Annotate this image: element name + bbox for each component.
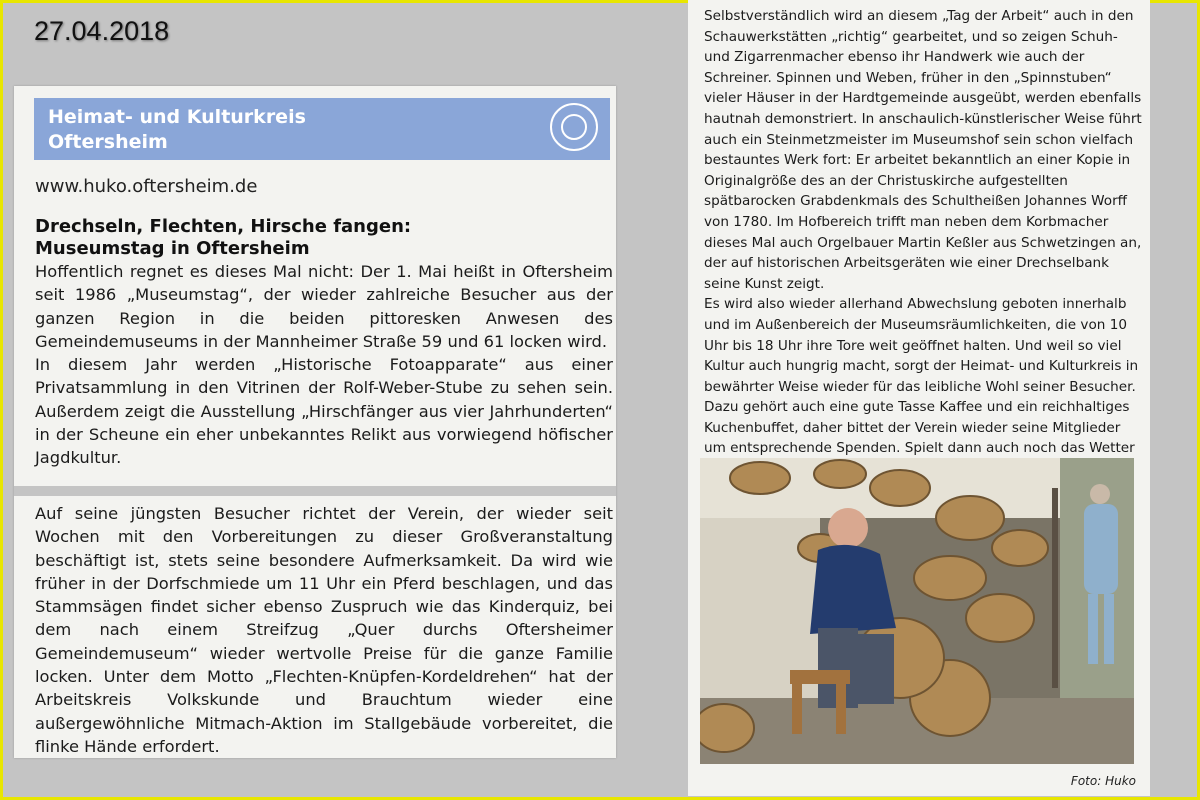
photo-caption: Foto: Huko [1070, 774, 1136, 788]
date-label: 27.04.2018 [34, 16, 170, 46]
section-banner [34, 98, 610, 160]
paragraph-5: Es wird also wieder allerhand Abwechslung geboten innerhalb und im Außenbereich der Museumsräumlichkeiten, die von 10 Uhr bis 18 Uhr ihre Tore weit geöffnet halten. Und weil so viel Kultur auch hungrig macht, sorgt der Heimat- und Kulturkreis in bewährter Weise wieder für das leibliche Wohl seiner Besucher. Dazu gehört auch eine gute Tasse Kaffee und ein reichhaltiges Kuchenbuffet, daher bittet der Verein wieder seine Mitglieder um entsprechende Spenden. Spielt dann auch noch das Wetter [704, 296, 1139, 457]
right-column-text [704, 6, 1144, 521]
paragraph-3: Auf seine jüngsten Besucher richtet der Verein, der wieder seit Wochen mit den Vorbereitungen zu dieser Großveranstaltung beschäftigt ist, stets seine besondere Aufmerksamkeit. Da wird wie früher in der Dorfschmiede um 11 Uhr ein Pferd beschlagen, und das Stammsägen findet sicher ebenso Zuspruch wie das Kinderquiz, bei dem nach einem Streifzug „Quer durchs Oftersheimer Gemeindemuseum“ wieder wertvolle Preise für die ganze Familie locken. Unter dem Motto „Flechten-Knüpfen-Kordeldrehen“ hat der Arbeitskreis Volkskunde und Brauchtum wieder eine außergewöhnliche Mitmach-Aktion im Stallgebäude vorbereitet, die flinke Hände erfordert. [35, 504, 613, 756]
paragraph-1: Hoffentlich regnet es dieses Mal nicht: Der 1. Mai heißt in Oftersheim seit 1986 „Museumstag“, der wieder zahlreiche Besucher aus der ganzen Region in die beiden pittoresken Anwesen des Gemeindemuseums in der Mannheimer Straße 59 und 61 locken wird. [35, 262, 613, 351]
banner-title-line2: Oftersheim [48, 131, 168, 153]
paragraph-2: In diesem Jahr werden „Historische Fotoapparate“ aus einer Privatsammlung in den Vitrinen der Rolf-Weber-Stube zu sehen sein. Außerdem zeigt die Ausstellung „Hirschfänger aus vier Jahrhunderten“ in der Scheune ein eher unbekanntes Relikt aus vorwiegend höfischer Jagdkultur. [35, 355, 613, 468]
left-column-top [35, 260, 613, 470]
banner-title-line1: Heimat- und Kulturkreis [48, 106, 306, 128]
right-clipping [688, 0, 1150, 796]
headline-line2: Museumstag in Oftersheim [35, 238, 310, 259]
headline-line1: Drechseln, Flechten, Hirsche fangen: [35, 216, 412, 237]
website-url: www.huko.oftersheim.de [35, 176, 258, 197]
basket-maker-photo [700, 458, 1134, 764]
clipping-gap [14, 486, 616, 496]
club-seal-icon [550, 103, 598, 151]
article-headline [35, 216, 411, 260]
left-column-bottom [35, 502, 613, 758]
photo-illustration [700, 458, 1134, 764]
paragraph-4: Selbstverständlich wird an diesem „Tag der Arbeit“ auch in den Schauwerkstätten „richtig“ gearbeitet, und so zeigen Schuh- und Zigarrenmacher ebenso ihr Handwerk wie auch der Schreiner. Spinnen und Weben, früher in den „Spinnstuben“ vieler Häuser in der Hardtgemeinde ausgeübt, werden ebenfalls hautnah demonstriert. In anschaulich-künstlerischer Weise führt auch ein Steinmetzmeister im Museumshof sein schon vielfach bestauntes Werk fort: Er arbeitet bekanntlich an einer Kopie in Originalgröße des an der Christuskirche aufgestellten spätbarocken Grabdenkmals des Schultheißen Johannes Worff von 1780. Im Hofbereich trifft man neben dem Korbmacher dieses Mal auch Orgelbauer Martin Keßler aus Schwetzingen an, der auf historischen Arbeitsgeräten wie einer Drechselbank seine Kunst zeigt. [704, 8, 1142, 292]
left-clipping [14, 86, 616, 758]
